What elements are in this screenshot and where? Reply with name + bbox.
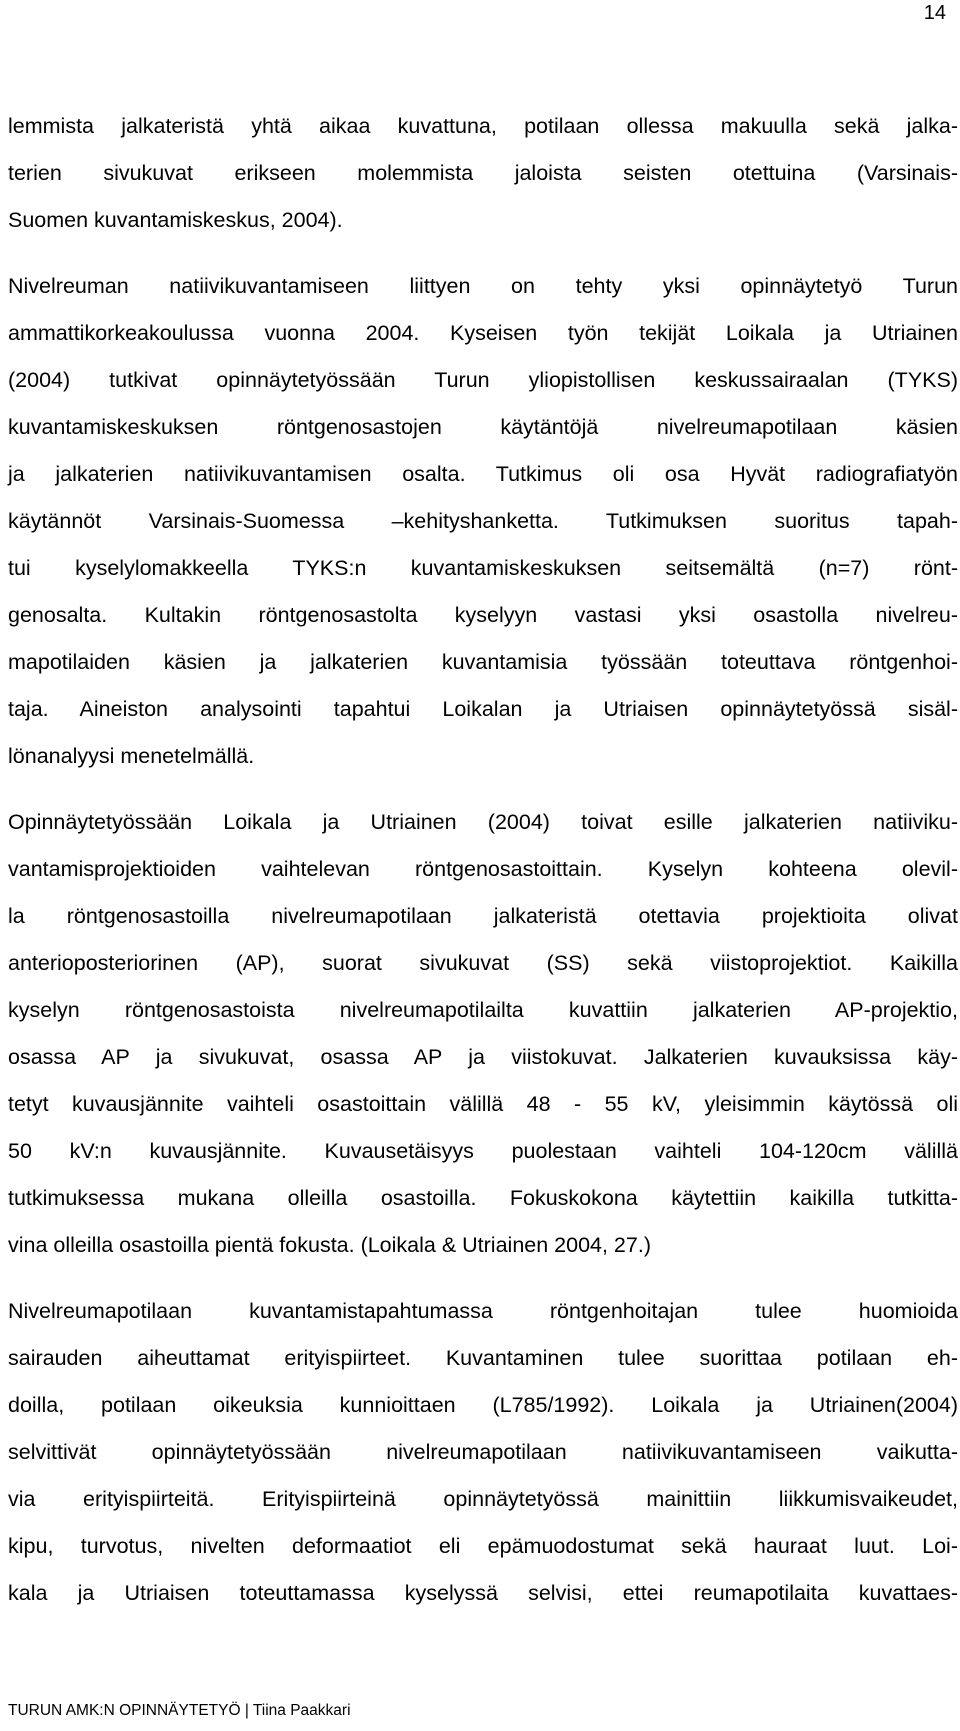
text-line: terien sivukuvat erikseen molemmista jaloista seisten otettuina (Varsinais- (8, 161, 958, 185)
text-line: selvittivät opinnäytetyössään nivelreumapotilaan natiivikuvantamiseen vaikutta- (8, 1440, 958, 1464)
paragraph (8, 1288, 958, 1617)
text-line: anterioposteriorinen (AP), suorat sivukuvat (SS) sekä viistoprojektiot. Kaikilla (8, 951, 958, 975)
text-line: ja jalkaterien natiivikuvantamisen osalta. Tutkimus oli osa Hyvät radiografiatyön (8, 462, 958, 486)
text-line: sairauden aiheuttamat erityispiirteet. Kuvantaminen tulee suorittaa potilaan eh- (8, 1346, 958, 1370)
text-line: (2004) tutkivat opinnäytetyössään Turun yliopistollisen keskussairaalan (TYKS) (8, 368, 958, 392)
text-line: tetyt kuvausjännite vaihteli osastoittain välillä 48 - 55 kV, yleisimmin käytössä oli (8, 1092, 958, 1116)
paragraph (8, 799, 958, 1269)
text-line: Suomen kuvantamiskeskus, 2004). (8, 208, 343, 232)
text-line: tui kyselylomakkeella TYKS:n kuvantamiskeskuksen seitsemältä (n=7) rönt- (8, 556, 958, 580)
text-line: vantamisprojektioiden vaihtelevan röntgenosastoittain. Kyselyn kohteena olevil- (8, 857, 958, 881)
text-line: genosalta. Kultakin röntgenosastolta kyselyyn vastasi yksi osastolla nivelreu- (8, 603, 958, 627)
text-line: taja. Aineiston analysointi tapahtui Loikalan ja Utriaisen opinnäytetyössä sisäl- (8, 697, 958, 721)
text-line: doilla, potilaan oikeuksia kunnioittaen (L785/1992). Loikala ja Utriainen(2004) (8, 1393, 958, 1417)
text-line: kuvantamiskeskuksen röntgenosastojen käytäntöjä nivelreumapotilaan käsien (8, 415, 958, 439)
text-line: tutkimuksessa mukana olleilla osastoilla. Fokuskokona käytettiin kaikilla tutkitta- (8, 1186, 958, 1210)
text-line: lemmista jalkateristä yhtä aikaa kuvattuna, potilaan ollessa makuulla sekä jalka- (8, 114, 958, 138)
paragraph-gap (8, 1269, 958, 1288)
text-line: osassa AP ja sivukuvat, osassa AP ja viistokuvat. Jalkaterien kuvauksissa käy- (8, 1045, 958, 1069)
text-line: lönanalyysi menetelmällä. (8, 744, 255, 768)
paragraph (8, 263, 958, 780)
text-line: la röntgenosastoilla nivelreumapotilaan jalkateristä otettavia projektioita olivat (8, 904, 958, 928)
text-line: Nivelreumapotilaan kuvantamistapahtumassa röntgenhoitajan tulee huomioida (8, 1299, 958, 1323)
text-line: käytännöt Varsinais-Suomessa –kehityshanketta. Tutkimuksen suoritus tapah- (8, 509, 958, 533)
text-line: ammattikorkeakoulussa vuonna 2004. Kyseisen työn tekijät Loikala ja Utriainen (8, 321, 958, 345)
text-line: Nivelreuman natiivikuvantamiseen liittyen on tehty yksi opinnäytetyö Turun (8, 274, 958, 298)
text-line: kyselyn röntgenosastoista nivelreumapotilailta kuvattiin jalkaterien AP-projektio, (8, 998, 958, 1022)
paragraph (8, 103, 958, 244)
text-line: kipu, turvotus, nivelten deformaatiot eli epämuodostumat sekä hauraat luut. Loi- (8, 1534, 958, 1558)
page-footer: TURUN AMK:N OPINNÄYTETYÖ | Tiina Paakkari (8, 1702, 351, 1719)
text-line: vina olleilla osastoilla pientä fokusta. (Loikala & Utriainen 2004, 27.) (8, 1233, 651, 1257)
text-line: Opinnäytetyössään Loikala ja Utriainen (2004) toivat esille jalkaterien natiiviku- (8, 810, 958, 834)
text-line: mapotilaiden käsien ja jalkaterien kuvantamisia työssään toteuttava röntgenhoi- (8, 650, 958, 674)
paragraph-gap (8, 780, 958, 799)
document-body (8, 103, 958, 1617)
page-number: 14 (923, 2, 946, 24)
text-line: via erityispiirteitä. Erityispiirteinä opinnäytetyössä mainittiin liikkumisvaikeudet, (8, 1487, 958, 1511)
text-line: 50 kV:n kuvausjännite. Kuvausetäisyys puolestaan vaihteli 104-120cm välillä (8, 1139, 958, 1163)
paragraph-gap (8, 244, 958, 263)
text-line: kala ja Utriaisen toteuttamassa kyselyssä selvisi, ettei reumapotilaita kuvattaes- (8, 1581, 958, 1605)
